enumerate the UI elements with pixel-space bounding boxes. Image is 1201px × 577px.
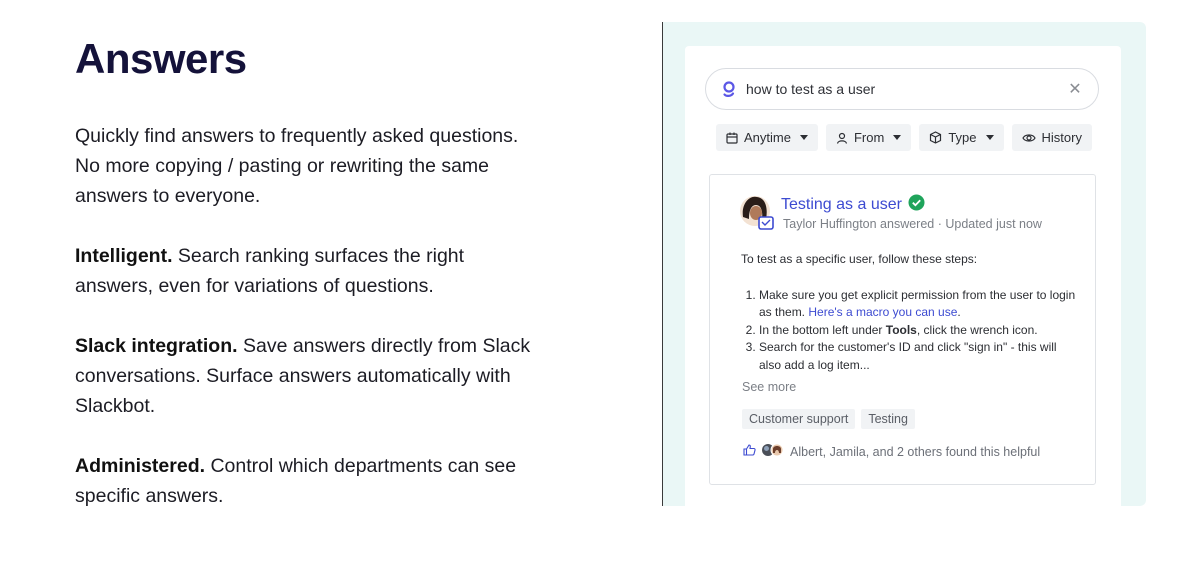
search-window (685, 46, 1121, 506)
chevron-down-icon (986, 135, 994, 140)
answer-intro: To test as a specific user, follow these steps: (741, 252, 978, 266)
product-preview (663, 22, 1146, 506)
tag-list (742, 409, 915, 429)
answer-card[interactable] (709, 174, 1096, 485)
answer-step (759, 287, 1081, 322)
verified-icon (908, 194, 925, 216)
step-text: Make sure you get explicit permission from the user to login as them. (759, 287, 1076, 319)
feature-copy (75, 34, 535, 511)
helpful-row (743, 443, 1040, 460)
step-text: Search for the customer's ID and click "sign in" - this will also add a log item... (759, 340, 1057, 372)
feature-text: Control which departments can see specific answers. (75, 455, 517, 507)
calendar-icon (726, 132, 738, 144)
feature-administered (75, 451, 535, 511)
see-more-link[interactable]: See more (742, 380, 797, 394)
helpful-avatars (761, 443, 785, 460)
search-input[interactable]: how to test as a user (746, 81, 876, 97)
step-text: , click the wrench icon. (916, 322, 1038, 337)
feature-label: Intelligent. (75, 245, 173, 267)
avatar (740, 195, 772, 227)
answer-step (759, 339, 1081, 374)
filter-anytime[interactable] (716, 124, 818, 151)
filter-label: From (853, 130, 885, 145)
answer-title[interactable] (781, 194, 925, 216)
thumbs-up-icon[interactable] (743, 444, 756, 459)
helpful-text: Albert, Jamila, and 2 others found this helpful (790, 444, 1041, 459)
search-bar[interactable] (705, 68, 1099, 110)
answer-step (759, 322, 1081, 340)
filter-type[interactable] (919, 124, 1003, 151)
step-text: In the bottom left under (759, 322, 886, 337)
page-title: Answers (75, 35, 247, 82)
filter-history[interactable] (1012, 124, 1092, 151)
intro-text: Quickly find answers to frequently asked questions. No more copying / pasting or rewriting the same answers to everyone. (75, 125, 519, 207)
feature-text: Save answers directly from Slack conversations. Surface answers automatically with Slackbot. (75, 335, 531, 417)
tag-testing[interactable]: Testing (861, 409, 915, 429)
filter-label: History (1041, 130, 1082, 145)
filter-label: Type (948, 130, 977, 145)
macro-link[interactable]: Here's a macro you can use (808, 305, 958, 319)
tag-customer-support[interactable]: Customer support (742, 409, 855, 429)
person-icon (836, 132, 848, 144)
feature-text: Search ranking surfaces the right answers, even for variations of questions. (75, 245, 465, 297)
eye-icon (1022, 132, 1036, 144)
answer-title-text[interactable]: Testing as a user (781, 196, 902, 213)
chevron-down-icon (893, 135, 901, 140)
filter-bar (716, 124, 1092, 151)
glean-logo-icon (722, 80, 736, 98)
filter-label: Anytime (744, 130, 791, 145)
step-text: . (957, 305, 961, 319)
feature-label: Administered. (75, 455, 206, 477)
answer-body (741, 251, 1081, 374)
step-bold-text: Tools (885, 322, 917, 337)
chevron-down-icon (800, 135, 808, 140)
filter-from[interactable] (826, 124, 911, 151)
cube-icon (929, 131, 942, 144)
answer-meta: Taylor Huffington answered · Updated just now (783, 217, 1042, 231)
feature-label: Slack integration. (75, 335, 238, 357)
feature-intelligent (75, 241, 535, 301)
feature-slack (75, 331, 535, 421)
close-icon[interactable]: ✕ (1068, 81, 1082, 98)
answer-steps (741, 287, 1081, 375)
